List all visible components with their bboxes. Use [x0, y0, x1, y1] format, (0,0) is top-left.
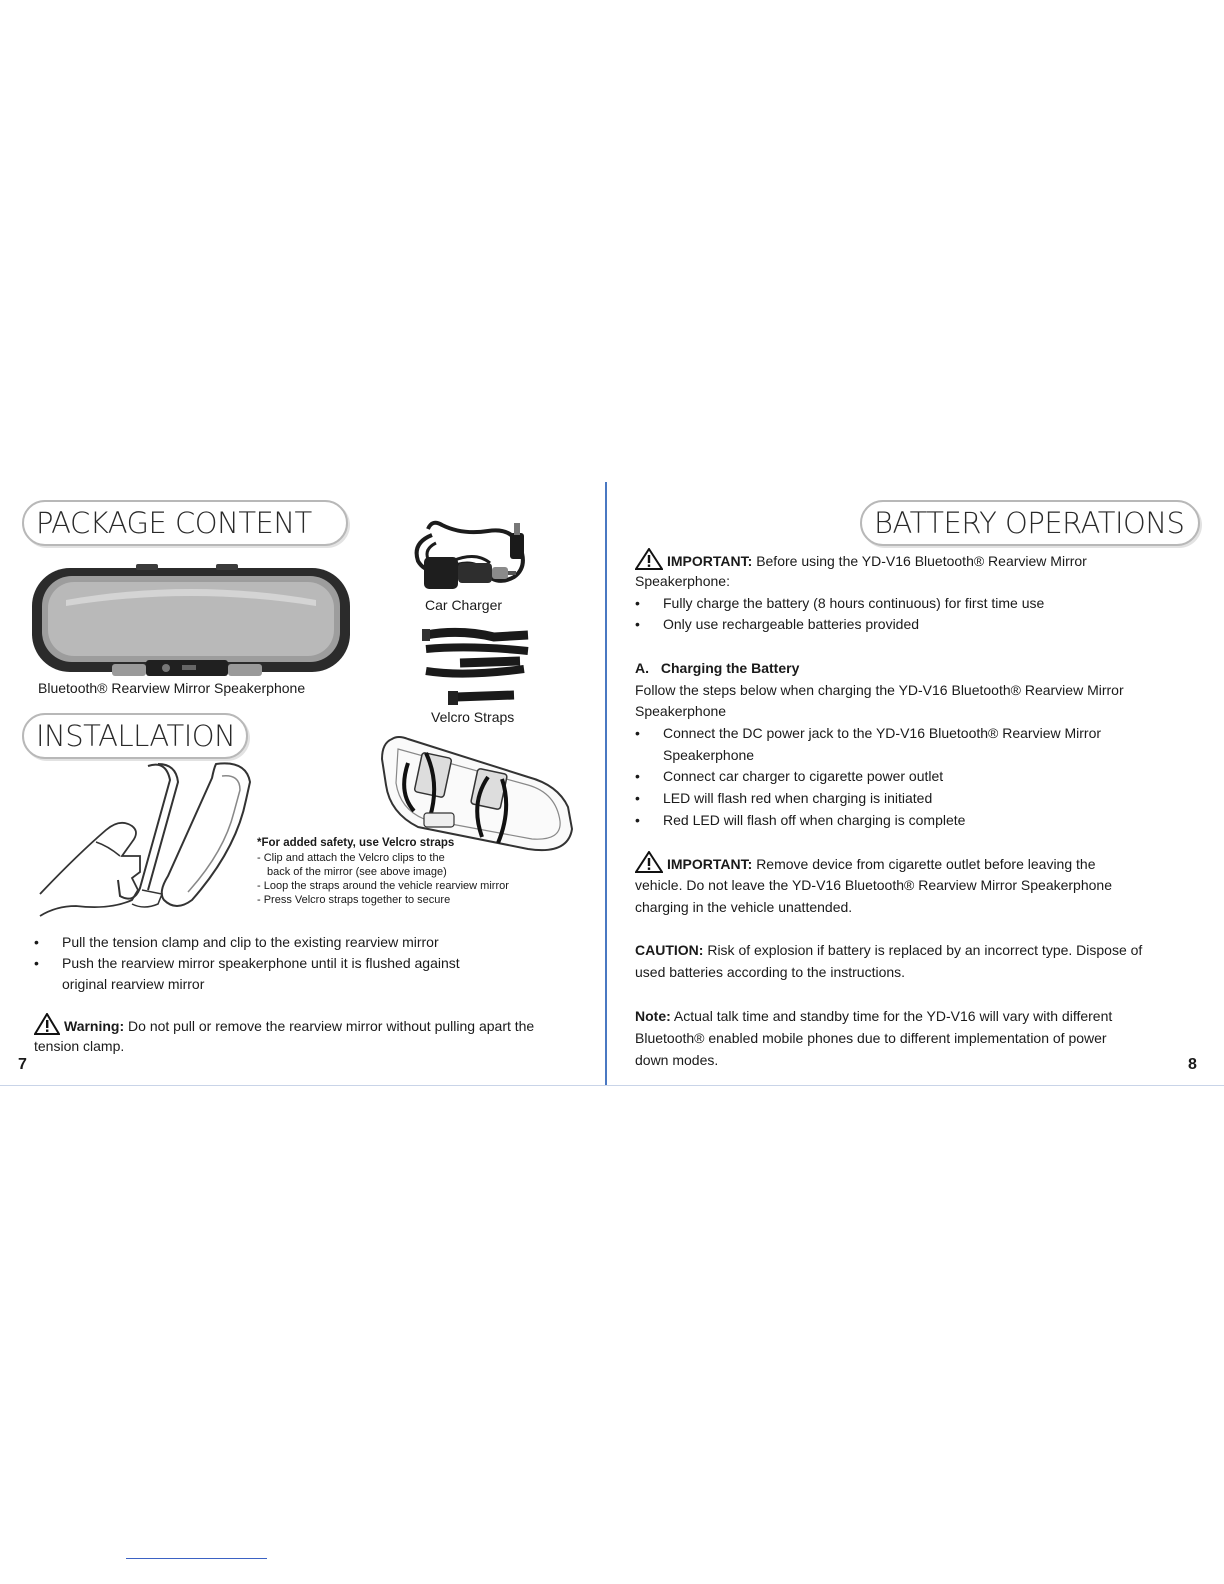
warning-icon [34, 1013, 60, 1035]
important-1-label: IMPORTANT: [667, 553, 753, 569]
bullet-text: Connect car charger to cigarette power outlet [663, 768, 944, 784]
caution-line-1 [635, 939, 1142, 961]
bullet-text: Connect the DC power jack to the YD-V16 Bluetooth® Rearview Mirror [663, 725, 1102, 741]
bullet-text: Pull the tension clamp and clip to the existing rearview mirror [62, 934, 439, 950]
note-text: Actual talk time and standby time for the YD-V16 will vary with different [673, 1008, 1113, 1024]
important-2-text: Remove device from cigarette outlet before leaving the [756, 856, 1096, 872]
velcro-straps-image [420, 625, 532, 707]
important-1-line-1 [635, 548, 1087, 572]
bullet-text: original rearview mirror [62, 976, 205, 992]
section-a-heading [635, 657, 799, 679]
bullet-text: Fully charge the battery (8 hours continuous) for first time use [663, 595, 1045, 611]
bullet-text: Only use rechargeable batteries provided [663, 616, 920, 632]
note-line-1 [635, 1005, 1112, 1027]
caution-label: CAUTION: [635, 942, 704, 958]
bullet-dot: • [34, 955, 39, 971]
safety-line-1: - Clip and attach the Velcro clips to the [257, 852, 445, 864]
caution-text: Risk of explosion if battery is replaced by an incorrect type. Dispose of [707, 942, 1143, 958]
battery-operations-title: BATTERY OPERATIONS [860, 500, 1200, 546]
mirror-caption: Bluetooth® Rearview Mirror Speakerphone [38, 680, 306, 696]
installation-title: INSTALLATION [22, 713, 248, 759]
note-label: Note: [635, 1008, 671, 1024]
bullet-dot: • [635, 768, 640, 784]
page-number-left: 7 [18, 1056, 27, 1073]
velcro-straps-caption: Velcro Straps [431, 709, 515, 725]
bullet-dot: • [635, 725, 640, 741]
page-divider [605, 482, 607, 1086]
section-a-intro-line-2: Speakerphone [635, 703, 727, 719]
important-2-line-3: charging in the vehicle unattended. [635, 899, 853, 915]
bullet-text: Push the rearview mirror speakerphone until it is flushed against [62, 955, 460, 971]
warning-icon [635, 548, 663, 570]
safety-line-2: back of the mirror (see above image) [267, 866, 447, 878]
section-a-letter: A. [635, 660, 649, 676]
section-a-intro-line-1: Follow the steps below when charging the YD-V16 Bluetooth® Rearview Mirror [635, 682, 1124, 698]
bullet-text: LED will flash red when charging is initiated [663, 790, 933, 806]
bullet-text: Speakerphone [663, 747, 755, 763]
bullet-dot: • [635, 616, 640, 632]
warning-label: Warning: [64, 1018, 125, 1034]
caution-line-2: used batteries according to the instructions. [635, 964, 906, 980]
safety-heading: *For added safety, use Velcro straps [257, 837, 455, 849]
note-line-3: down modes. [635, 1052, 719, 1068]
page-number-right: 8 [1188, 1056, 1197, 1073]
installation-hand-drawing [36, 760, 276, 920]
bullet-dot: • [635, 812, 640, 828]
safety-line-3: - Loop the straps around the vehicle rearview mirror [257, 880, 509, 892]
car-charger-caption: Car Charger [425, 597, 503, 613]
bullet-dot: • [635, 790, 640, 806]
package-content-title: PACKAGE CONTENT [22, 500, 348, 546]
footnote-separator [126, 1558, 267, 1559]
important-2-line-1 [635, 851, 1095, 875]
bullet-dot: • [635, 595, 640, 611]
important-1-line-2: Speakerphone: [635, 573, 730, 589]
rearview-mirror-image [26, 560, 356, 680]
warning-paragraph-line-1 [34, 1013, 534, 1037]
warning-paragraph-line-2: tension clamp. [34, 1038, 125, 1054]
important-2-label: IMPORTANT: [667, 856, 753, 872]
car-charger-image [402, 513, 534, 603]
bullet-text: Red LED will flash off when charging is complete [663, 812, 966, 828]
section-a-title: Charging the Battery [660, 660, 800, 676]
warning-text: Do not pull or remove the rearview mirror without pulling apart the [128, 1018, 535, 1034]
important-1-text: Before using the YD-V16 Bluetooth® Rearview Mirror [756, 553, 1087, 569]
note-line-2: Bluetooth® enabled mobile phones due to different implementation of power [635, 1030, 1107, 1046]
important-2-line-2: vehicle. Do not leave the YD-V16 Bluetooth® Rearview Mirror Speakerphone [635, 877, 1112, 893]
bottom-rule [0, 1085, 1224, 1086]
safety-line-4: - Press Velcro straps together to secure [257, 894, 451, 906]
bullet-dot: • [34, 934, 39, 950]
warning-icon [635, 851, 663, 873]
